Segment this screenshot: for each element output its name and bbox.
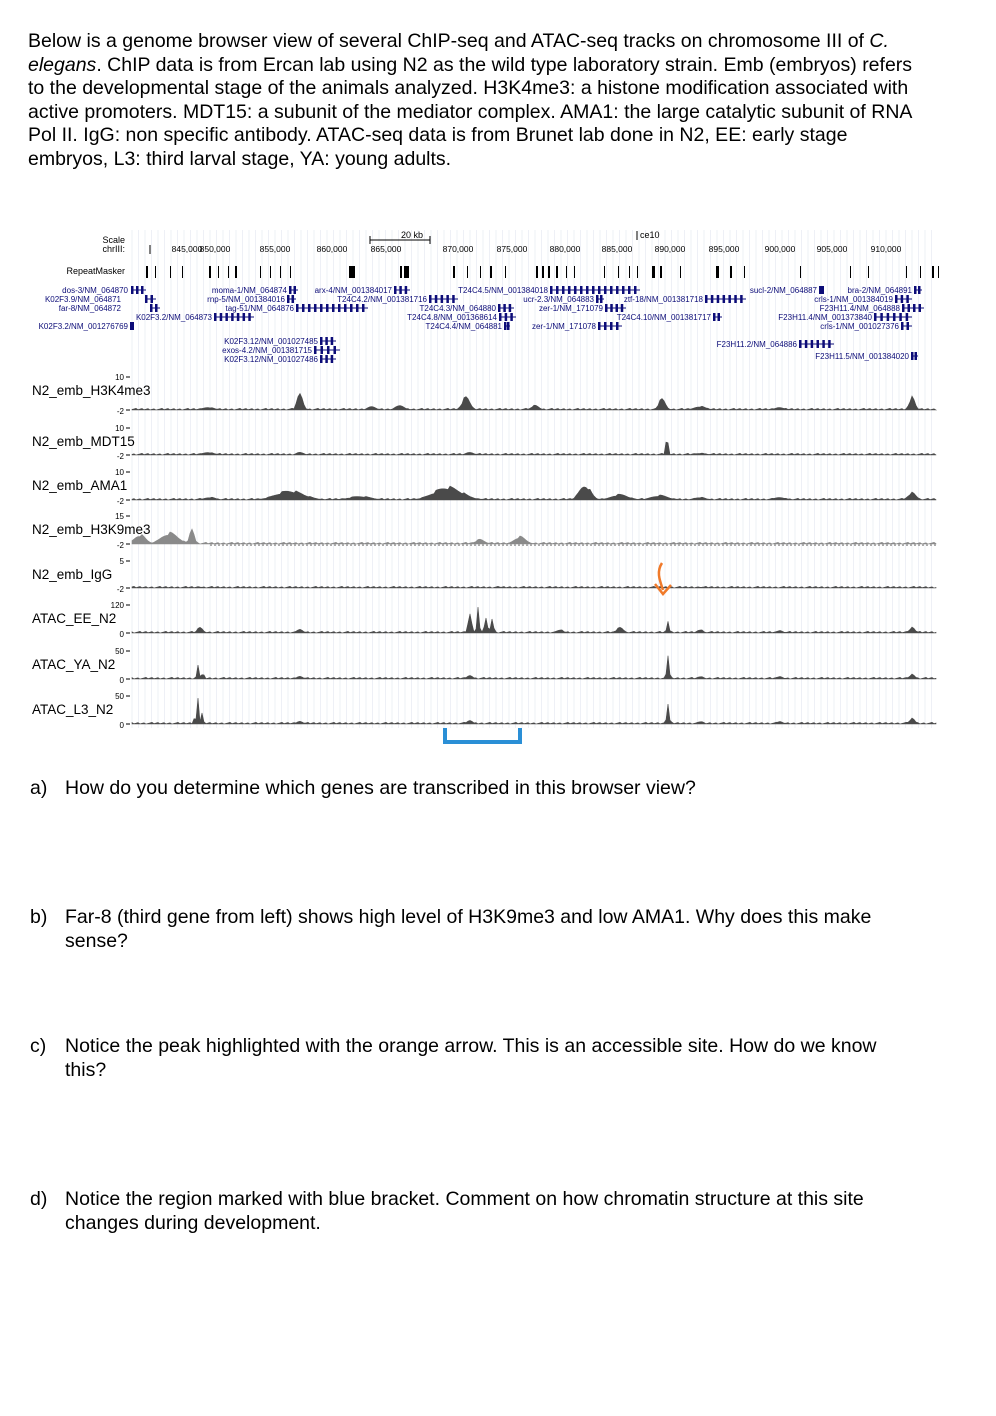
track-name: N2_emb_H3K4me3	[32, 383, 151, 398]
track-min-label: 0	[119, 721, 124, 730]
gene-label[interactable]: K02F3.12/NM_001027485	[224, 337, 318, 346]
gene-exon	[321, 346, 324, 354]
repeat-element	[404, 266, 409, 278]
track-max-label: 50	[115, 647, 124, 656]
gene-exon	[296, 304, 299, 312]
gene-label[interactable]: crls-1/NM_001027376	[820, 322, 899, 331]
repeat-element	[453, 266, 455, 278]
signal-area	[132, 486, 936, 500]
genome-browser-view	[0, 228, 996, 748]
gene-exon	[911, 352, 914, 360]
gene-exon	[628, 286, 631, 294]
gene-exon	[429, 295, 432, 303]
coord-tick-label: 880,000	[549, 244, 581, 254]
gene-exon	[705, 295, 708, 303]
gene-exon	[713, 313, 716, 321]
gene-exon	[405, 286, 408, 294]
gene-exon	[622, 286, 625, 294]
gene-label[interactable]: T24C4.2/NM_001381716	[337, 295, 427, 304]
gene-exon	[505, 313, 508, 321]
repeat-element	[730, 266, 732, 278]
gene-exon	[136, 286, 139, 294]
gene-exon	[880, 313, 883, 321]
gene-exon	[899, 313, 902, 321]
gene-exon	[294, 286, 297, 294]
gene-exon	[895, 295, 898, 303]
gene-exon	[711, 295, 714, 303]
repeat-element	[868, 266, 869, 278]
gene-exon	[918, 286, 921, 294]
genome-browser-svg	[0, 228, 996, 748]
gene-exon	[344, 304, 347, 312]
track-max-label: 10	[115, 424, 124, 433]
intro-text-2: . ChIP data is from Ercan lab using N2 as the wild type laboratory strain. Emb (embryos) refers to the developmental stage of the animals analyzed. H3K4me3: a histone modification associated with active promoters. MDT15: a subunit of the mediator complex. AMA1: the large catalytic subunit of RNA Pol II. IgG: non specific antibody. ATAC-seq data is from Brunet lab done in N2, EE: early stage embryos, L3: third larval stage, YA: young adults.	[28, 53, 913, 170]
gene-exon	[616, 322, 619, 330]
gene-exon	[915, 352, 918, 360]
question-d-text: Notice the region marked with blue bracket. Comment on how chromatin structure at this site changes during development.	[65, 1188, 864, 1234]
signal-track	[32, 468, 936, 506]
gene-exon	[874, 313, 877, 321]
coord-tick-label: 895,000	[708, 244, 740, 254]
repeat-element	[349, 266, 355, 278]
repeat-element	[170, 266, 171, 278]
gene-exon	[435, 295, 438, 303]
gene-exon	[314, 346, 317, 354]
repeat-element	[637, 266, 638, 278]
repeat-element	[680, 266, 681, 278]
track-name: ATAC_YA_N2	[32, 657, 116, 672]
track-name: N2_emb_H3K9me3	[32, 522, 151, 537]
gene-exon	[362, 304, 365, 312]
track-max-label: 5	[119, 557, 124, 566]
gene-exon	[334, 346, 337, 354]
gene-exon	[338, 304, 341, 312]
gene-exon	[325, 355, 328, 363]
gene-label[interactable]: crls-1/NM_001384019	[814, 295, 893, 304]
intro-text-1: Below is a genome browser view of several ChIP-seq and ATAC-seq tracks on chromosome III of	[28, 30, 870, 52]
assembly-label: ce10	[640, 230, 660, 240]
gene-exon	[610, 304, 613, 312]
signal-track	[32, 512, 936, 550]
coord-tick-label: 900,000	[764, 244, 796, 254]
signal-area	[132, 442, 936, 455]
repeat-element	[618, 266, 619, 278]
gene-exon	[596, 295, 599, 303]
coord-tick-label: 875,000	[496, 244, 528, 254]
gene-label[interactable]: F23H11.4/NM_001373840	[778, 313, 872, 322]
gene-exon	[600, 295, 603, 303]
gene-exon	[325, 337, 328, 345]
gene-exon	[828, 340, 831, 348]
gene-exon	[574, 286, 577, 294]
gene-exon	[498, 304, 501, 312]
gene-exon	[822, 340, 825, 348]
coord-tick-label: 885,000	[601, 244, 633, 254]
orange-arrow-icon	[655, 563, 671, 594]
gene-exon	[308, 304, 311, 312]
repeatmasker-track	[146, 266, 939, 278]
question-b-text: Far-8 (third gene from left) shows high level of H3K9me3 and low AMA1. Why does this make sense?	[65, 906, 872, 952]
signal-tracks	[32, 373, 936, 730]
track-max-label: 120	[110, 601, 124, 610]
gene-exon	[610, 286, 613, 294]
gene-label[interactable]: arx-4/NM_001384017	[314, 286, 392, 295]
repeat-element	[218, 266, 219, 278]
gene-exon	[248, 313, 251, 321]
gene-label[interactable]: K02F3.12/NM_001027486	[224, 355, 318, 364]
gene-exon	[510, 313, 513, 321]
gene-label[interactable]: K02F3.2/NM_001276769	[38, 322, 128, 331]
repeat-element	[467, 266, 468, 278]
gene-label[interactable]: far-8/NM_064872	[58, 304, 121, 313]
species-name: C. elegans	[28, 30, 889, 76]
signal-area	[132, 529, 936, 544]
question-b-label: b)	[30, 906, 48, 928]
repeat-element	[209, 266, 211, 278]
question-b	[30, 905, 910, 953]
repeat-element	[260, 266, 261, 278]
repeat-element	[536, 266, 538, 278]
coord-tick-label: 910,000	[870, 244, 902, 254]
gene-exon	[556, 286, 559, 294]
repeat-element	[270, 266, 271, 278]
repeat-element	[490, 266, 492, 278]
gene-label[interactable]: T24C4.4/NM_064881	[425, 322, 502, 331]
gene-exon	[734, 295, 737, 303]
gene-exon	[598, 286, 601, 294]
question-a-label: a)	[30, 777, 48, 799]
gene-exon	[394, 286, 397, 294]
gene-label[interactable]: dos-3/NM_064870	[62, 286, 128, 295]
signal-area	[132, 698, 936, 724]
gene-label[interactable]: ztf-18/NM_001381718	[623, 295, 703, 304]
gene-exon	[356, 304, 359, 312]
repeat-element	[228, 266, 229, 278]
intro-paragraph	[28, 30, 928, 171]
gene-exon	[292, 295, 295, 303]
gene-exon	[287, 295, 290, 303]
question-c	[30, 1034, 910, 1082]
track-name: N2_emb_MDT15	[32, 434, 135, 449]
coord-tick-label: 845,000	[171, 244, 203, 254]
gene-exon	[901, 322, 904, 330]
repeat-element	[290, 266, 291, 278]
gene-exon	[893, 313, 896, 321]
gene-exon	[452, 295, 455, 303]
gene-exon	[906, 313, 909, 321]
track-min-label: -2	[116, 497, 124, 506]
question-d	[30, 1187, 910, 1235]
track-max-label: 10	[115, 468, 124, 477]
signal-track	[32, 692, 936, 730]
repeat-element	[556, 266, 558, 278]
gene-exon	[331, 355, 334, 363]
track-min-label: -2	[116, 585, 124, 594]
gene-exon	[130, 322, 134, 330]
gene-exon	[728, 295, 731, 303]
gene-exon	[131, 286, 134, 294]
signal-track	[32, 601, 936, 639]
gene-exon	[799, 340, 802, 348]
gene-exon	[155, 304, 158, 312]
gene-label[interactable]: T24C4.10/NM_001381717	[616, 313, 711, 322]
track-max-label: 50	[115, 692, 124, 701]
gene-exon	[598, 322, 601, 330]
gene-label[interactable]: tag-51/NM_064876	[225, 304, 294, 313]
coord-tick-label: 905,000	[816, 244, 848, 254]
gene-exon	[634, 286, 637, 294]
gene-exon	[243, 313, 246, 321]
gene-exon	[914, 286, 917, 294]
gene-exon	[326, 304, 329, 312]
question-a	[30, 776, 910, 800]
gene-label[interactable]: zer-1/NM_171079	[538, 304, 603, 313]
repeat-element	[280, 266, 281, 278]
gene-exon	[509, 304, 512, 312]
coord-tick-label: 865,000	[370, 244, 402, 254]
repeat-element	[505, 266, 506, 278]
gene-exon	[441, 295, 444, 303]
gene-exon	[906, 295, 909, 303]
scale-bar-label: 20 kb	[400, 230, 424, 240]
gene-exon	[562, 286, 565, 294]
track-name: N2_emb_IgG	[32, 567, 113, 582]
gene-label[interactable]: F23H11.5/NM_001384020	[815, 352, 909, 361]
gene-exon	[332, 304, 335, 312]
repeat-element	[920, 266, 921, 278]
repeat-element	[938, 266, 939, 278]
gene-exon	[214, 313, 217, 321]
signal-area	[132, 586, 936, 588]
gene-exon	[919, 304, 922, 312]
repeat-element	[566, 266, 567, 278]
gene-label[interactable]: T24C4.3/NM_064880	[419, 304, 496, 313]
gene-exon	[811, 340, 814, 348]
track-max-label: 10	[115, 373, 124, 382]
gene-exon	[331, 337, 334, 345]
gene-exon	[902, 304, 905, 312]
track-min-label: -2	[116, 407, 124, 416]
repeat-element	[906, 266, 907, 278]
track-min-label: 0	[119, 630, 124, 639]
gene-exon	[499, 313, 502, 321]
gene-label[interactable]: sucl-2/NM_064887	[749, 286, 817, 295]
gene-exon	[908, 304, 911, 312]
repeat-element	[574, 266, 575, 278]
repeat-element	[480, 266, 481, 278]
gene-label[interactable]: K02F3.2/NM_064873	[135, 313, 212, 322]
gene-label[interactable]: F23H11.4/NM_064888	[819, 304, 900, 313]
gene-exon	[225, 313, 228, 321]
repeat-element	[155, 266, 156, 278]
signal-area	[132, 656, 936, 679]
blue-bracket	[445, 728, 520, 742]
gene-exon	[586, 286, 589, 294]
signal-track	[32, 424, 936, 461]
gene-label[interactable]: moma-1/NM_064874	[211, 286, 287, 295]
repeat-element	[660, 266, 662, 278]
gene-exon	[605, 304, 608, 312]
repeat-element	[932, 266, 934, 278]
gene-exon	[817, 340, 820, 348]
track-name: ATAC_EE_N2	[32, 611, 117, 626]
track-max-label: 15	[115, 512, 124, 521]
gene-exon	[550, 286, 553, 294]
repeat-element	[548, 266, 550, 278]
gene-exon	[399, 286, 402, 294]
gene-label[interactable]: zer-1/NM_171078	[531, 322, 596, 331]
question-c-text: Notice the peak highlighted with the orange arrow. This is an accessible site. How do we know this?	[65, 1035, 877, 1081]
gene-label[interactable]: K02F3.9/NM_064871	[44, 295, 121, 304]
gene-exon	[901, 295, 904, 303]
gene-exon	[327, 346, 330, 354]
gene-exon	[718, 313, 721, 321]
repeat-element	[800, 266, 801, 278]
gene-exon	[320, 337, 323, 345]
repeat-element	[400, 266, 402, 278]
gene-label[interactable]: bra-2/NM_064891	[847, 286, 912, 295]
coordinate-axis	[150, 244, 902, 254]
repeat-element	[744, 266, 745, 278]
question-a-text: How do you determine which genes are transcribed in this browser view?	[65, 777, 696, 799]
question-d-label: d)	[30, 1188, 48, 1210]
repeat-element	[850, 266, 851, 278]
chrom-label: chrIII:	[102, 244, 125, 254]
gene-exon	[151, 295, 154, 303]
gene-exon	[320, 355, 323, 363]
gene-exon	[350, 304, 353, 312]
gene-exon	[289, 286, 292, 294]
coord-tick-label: 870,000	[442, 244, 474, 254]
scale-label: Scale	[102, 235, 125, 245]
gene-label[interactable]: rnp-5/NM_001384016	[207, 295, 285, 304]
gene-exon	[819, 286, 822, 294]
gene-exon	[913, 304, 916, 312]
gene-exon	[446, 295, 449, 303]
gene-label[interactable]: T24C4.8/NM_001368614	[407, 313, 497, 322]
gene-exon	[822, 286, 825, 294]
track-min-label: 0	[119, 676, 124, 685]
signal-track	[32, 373, 936, 416]
gene-exon	[616, 304, 619, 312]
repeatmasker-label: RepeatMasker	[66, 266, 125, 276]
gene-exon	[231, 313, 234, 321]
gene-exon	[237, 313, 240, 321]
gene-label[interactable]: exos-4.2/NM_001381715	[222, 346, 312, 355]
signal-area	[132, 394, 936, 411]
track-min-label: -2	[116, 452, 124, 461]
repeat-element	[604, 266, 605, 278]
gene-exon	[604, 286, 607, 294]
gene-exon	[907, 322, 910, 330]
track-name: N2_emb_AMA1	[32, 478, 128, 493]
repeat-element	[716, 266, 719, 278]
gene-exon	[150, 304, 153, 312]
signal-area	[132, 607, 936, 633]
coord-tick-label: 890,000	[654, 244, 686, 254]
gene-exon	[314, 304, 317, 312]
coord-tick-label: 855,000	[259, 244, 291, 254]
gene-exon	[740, 295, 743, 303]
gene-label[interactable]: F23H11.2/NM_064886	[716, 340, 797, 349]
repeat-element	[182, 266, 183, 278]
gene-exon	[604, 322, 607, 330]
gene-exon	[887, 313, 890, 321]
coord-tick-label: 850,000	[199, 244, 231, 254]
question-c-label: c)	[30, 1035, 47, 1057]
gene-exon	[504, 322, 507, 330]
gene-exon	[610, 322, 613, 330]
signal-track	[32, 557, 936, 594]
gene-exon	[320, 304, 323, 312]
repeat-element	[146, 266, 148, 278]
gene-exon	[503, 304, 506, 312]
gene-exon	[141, 286, 144, 294]
gene-exon	[568, 286, 571, 294]
track-name: ATAC_L3_N2	[32, 702, 114, 717]
gene-exon	[220, 313, 223, 321]
signal-track	[32, 647, 936, 685]
gene-exon	[507, 322, 510, 330]
track-min-label: -2	[116, 541, 124, 550]
repeat-element	[652, 266, 655, 278]
repeat-element	[542, 266, 544, 278]
gene-exon	[145, 295, 148, 303]
coord-tick-label: 860,000	[316, 244, 348, 254]
gene-exon	[621, 304, 624, 312]
gene-exon	[592, 286, 595, 294]
gene-exon	[723, 295, 726, 303]
gene-exon	[717, 295, 720, 303]
repeat-element	[629, 266, 630, 278]
gene-exon	[580, 286, 583, 294]
gene-exon	[302, 304, 305, 312]
gene-exon	[616, 286, 619, 294]
gene-exon	[805, 340, 808, 348]
gene-label[interactable]: T24C4.5/NM_001384018	[458, 286, 548, 295]
gene-label[interactable]: ucr-2.3/NM_064883	[523, 295, 594, 304]
repeat-element	[235, 266, 237, 278]
